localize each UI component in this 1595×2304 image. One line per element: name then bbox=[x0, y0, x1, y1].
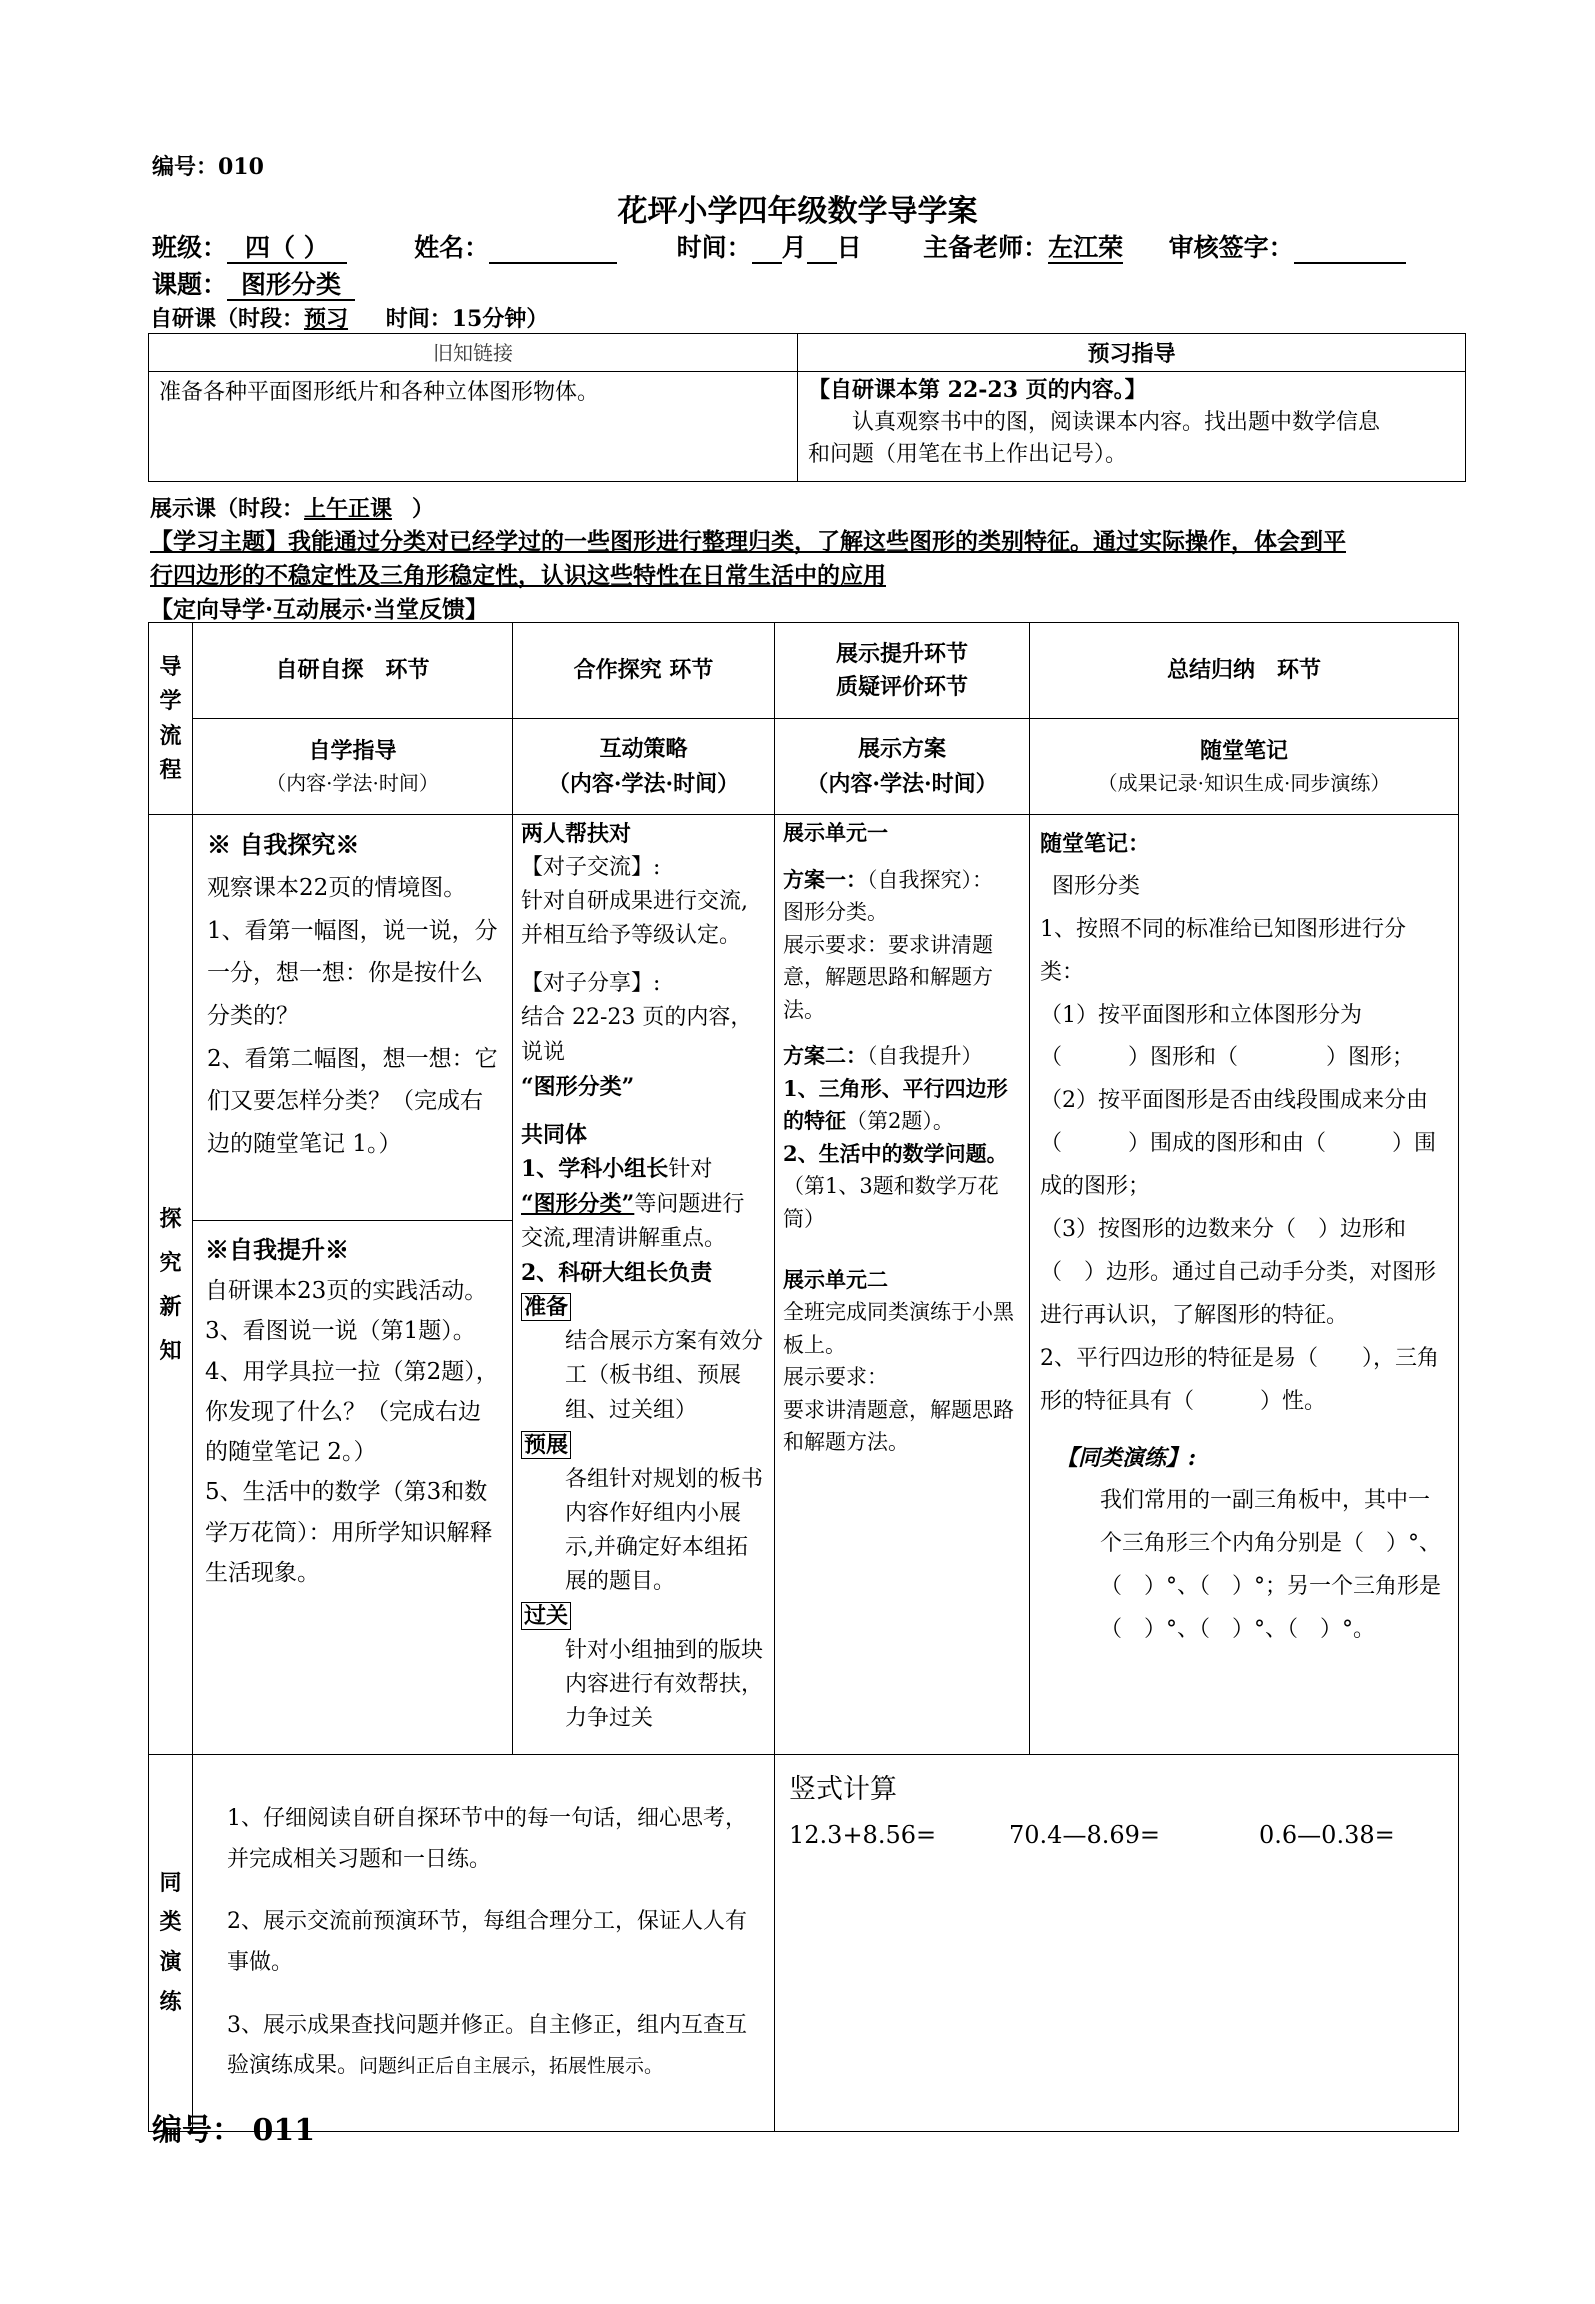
practice-title: 【同类演练】: bbox=[1056, 1445, 1197, 1472]
pair-title: 两人帮扶对 bbox=[521, 821, 632, 847]
review-blank bbox=[1294, 262, 1406, 264]
self-explore-title: ※ 自我探究※ bbox=[207, 830, 360, 859]
notes-column: 随堂笔记： 图形分类 1、按照不同的标准给已知图形进行分类： （1）按平面图形和立体图形分为 （ ）图形和（ ）图形； （2）按平面图形是否由线段围成来分由（ ）围成的图形和由（ ）围成的图形； （3）按图形的边数来分（ ）边形和（ ）边形。通过自己动手分类，对图形进行再认识，了解图形的特征。 2、平行四边形的特征是易（ ），三角形的特征具有（ ）性。 【同类演练】: 我们常用的一副三角板中，其中一个三角形三个内角分别是（ ）°、（ ）°、（ ）°；另一个三角形是（ ）°、（ ）°、（ ）°。 bbox=[1030, 815, 1459, 1755]
page-title: 花坪小学四年级数学导学案 bbox=[617, 194, 978, 229]
stage-cooperate: 合作探究 环节 bbox=[513, 623, 775, 719]
display-row bbox=[150, 492, 434, 523]
preview-tag: 预展 bbox=[521, 1431, 571, 1459]
calc-expression-1: 12.3+8.56= bbox=[789, 1820, 937, 1849]
theme-line-1: 【学习主题】我能通过分类对已经学过的一些图形进行整理归类，了解这些图形的类别特征。通过实际操作，体会到平 bbox=[150, 528, 1346, 555]
unit-two-title: 展示单元二 bbox=[783, 1266, 888, 1292]
preview-guide-content bbox=[798, 372, 1466, 482]
preview-table bbox=[148, 333, 1466, 482]
self-study-period: 预习 bbox=[304, 306, 349, 332]
self-improve-title: ※自我提升※ bbox=[205, 1235, 349, 1264]
info-row bbox=[152, 228, 1406, 264]
preview-guide-header: 预习指导 bbox=[798, 334, 1466, 372]
preview-guide-title: 【自研课本第 22-23 页的内容。】 bbox=[808, 377, 1147, 403]
calc-expression-2: 70.4—8.69= bbox=[1009, 1820, 1160, 1849]
self-improve-item-1: 自研课本23页的实践活动。 bbox=[205, 1278, 488, 1304]
topic-value: 图形分类 bbox=[227, 270, 355, 301]
header-plan: 展示方案 （内容·学法·时间） bbox=[775, 719, 1030, 815]
self-explore-box bbox=[193, 815, 512, 1221]
document-number: 编号：010 bbox=[152, 154, 264, 180]
practice-instructions: 1、仔细阅读自研自探环节中的每一句话，细心思考，并完成相关习题和一日练。 2、展示交流前预演环节，每组合理分工，保证人人有事做。 3、展示成果查找问题并修正。自主修正，组内互查互验演练成果。问题纠正后自主展示，拓展性展示。 bbox=[193, 1755, 775, 2132]
calculation-row bbox=[789, 1817, 1444, 1854]
review-label: 审核签字： bbox=[1168, 233, 1294, 262]
notes-title: 随堂笔记： bbox=[1040, 831, 1151, 857]
name-label: 姓名： bbox=[414, 233, 490, 262]
class-value: 四（ ） bbox=[227, 233, 347, 264]
stage-self-study: 自研自探 环节 bbox=[193, 623, 513, 719]
main-table bbox=[148, 622, 1459, 2132]
practice-header: 同类演练 bbox=[149, 1755, 193, 2132]
name-blank bbox=[489, 262, 617, 264]
header-notes: 随堂笔记 （成果记录·知识生成·同步演练） bbox=[1030, 719, 1459, 815]
stage-display: 展示提升环节 质疑评价环节 bbox=[775, 623, 1030, 719]
preview-guide-line1: 认真观察书中的图，阅读课本内容。找出题中数学信息 bbox=[852, 409, 1381, 435]
month-blank bbox=[752, 262, 782, 264]
self-study-label: 自研课（时段： bbox=[150, 306, 305, 332]
teacher-value: 左江荣 bbox=[1048, 233, 1124, 262]
theme-line-2: 行四边形的不稳定性及三角形稳定性，认识这些特性在日常生活中的应用 bbox=[150, 562, 886, 589]
pass-tag: 过关 bbox=[521, 1602, 571, 1630]
calc-expression-3: 0.6—0.38= bbox=[1259, 1820, 1395, 1849]
preview-guide-line2: 和问题（用笔在书上作出记号）。 bbox=[808, 441, 1128, 467]
topic-label: 课题： bbox=[152, 270, 228, 299]
header-self-guide: 自学指导 （内容·学法·时间） bbox=[193, 719, 513, 815]
plan-column: 展示单元一 方案一：（自我探究）： 图形分类。 展示要求：要求讲清题意，解题思路和解题方法。 方案二：（自我提升） 1、三角形、平行四边形的特征（第2题）。 2、生活中的数学问题。 （第1、3题和数学万花筒） 展示单元二 全班完成同类演练于小黑板上。 展示要求： 要求讲清题意，解题思路和解题方法。 bbox=[775, 815, 1030, 1755]
stage-summary: 总结归纳 环节 bbox=[1030, 623, 1459, 719]
guide-line: 【定向导学·互动展示·当堂反馈】 bbox=[150, 596, 489, 623]
self-improve-item-2: 3、看图说一说（第1题）。 bbox=[205, 1318, 476, 1345]
old-knowledge-content: 准备各种平面图形纸片和各种立体图形物体。 bbox=[149, 372, 798, 482]
topic-row bbox=[152, 265, 355, 301]
old-knowledge-header: 旧知链接 bbox=[149, 334, 798, 372]
self-study-row bbox=[150, 302, 548, 333]
self-improve-box bbox=[193, 1221, 512, 1599]
prepare-tag: 准备 bbox=[521, 1293, 571, 1321]
class-label: 班级： bbox=[152, 233, 228, 262]
self-study-time: 时间：15分钟） bbox=[385, 306, 549, 332]
calculation-title: 竖式计算 bbox=[789, 1774, 897, 1805]
header-strategy: 互动策略 （内容·学法·时间） bbox=[513, 719, 775, 815]
time-day: 日 bbox=[836, 233, 862, 262]
flow-header: 导学流程 bbox=[149, 623, 193, 815]
community-title: 共同体 bbox=[521, 1121, 588, 1148]
self-study-column bbox=[193, 815, 513, 1755]
display-label: 展示课（时段： bbox=[150, 496, 305, 522]
explore-header: 探究新知 bbox=[149, 815, 193, 1755]
teacher-label: 主备老师： bbox=[923, 233, 1049, 262]
self-improve-item-3: 4、用学具拉一拉（第2题），你发现了什么？（完成右边的随堂笔记 2。） bbox=[205, 1358, 499, 1465]
self-improve-item-4: 5、生活中的数学（第3和数学万花筒）：用所学知识解释生活现象。 bbox=[205, 1479, 493, 1586]
time-month: 月 bbox=[781, 233, 807, 262]
day-blank bbox=[807, 262, 837, 264]
unit-one-title: 展示单元一 bbox=[783, 820, 888, 845]
next-document-number: 编号： 011 bbox=[152, 2113, 316, 2148]
self-explore-item-2: 2、看第二幅图，想一想：它们又要怎样分类？（完成右边的随堂笔记 1。） bbox=[207, 1045, 498, 1157]
strategy-column: 两人帮扶对 【对子交流】: 针对自研成果进行交流,并相互给予等级认定。 【对子分享】: 结合 22-23 页的内容，说说 “图形分类” 共同体 1、学科小组长针对 “图形分类”等问题进行交流,理清讲解重点。 2、科研大组长负责 准备 结合展示方案有效分工（板书组、预展组、过关组） 预展 各组针对规划的板书内容作好组内小展示,并确定好本组拓展的题目。 过关 针对小组抽到的版块内容进行有效帮扶，力争过关 bbox=[513, 815, 775, 1755]
self-explore-item-1: 观察课本22页的情境图。1、看第一幅图，说一说，分一分，想一想：你是按什么分类的？ bbox=[207, 875, 498, 1030]
display-period: 上午正课 bbox=[304, 496, 393, 522]
time-label: 时间： bbox=[676, 233, 752, 262]
display-close: ） bbox=[412, 496, 435, 522]
calculation-box bbox=[775, 1755, 1459, 2132]
